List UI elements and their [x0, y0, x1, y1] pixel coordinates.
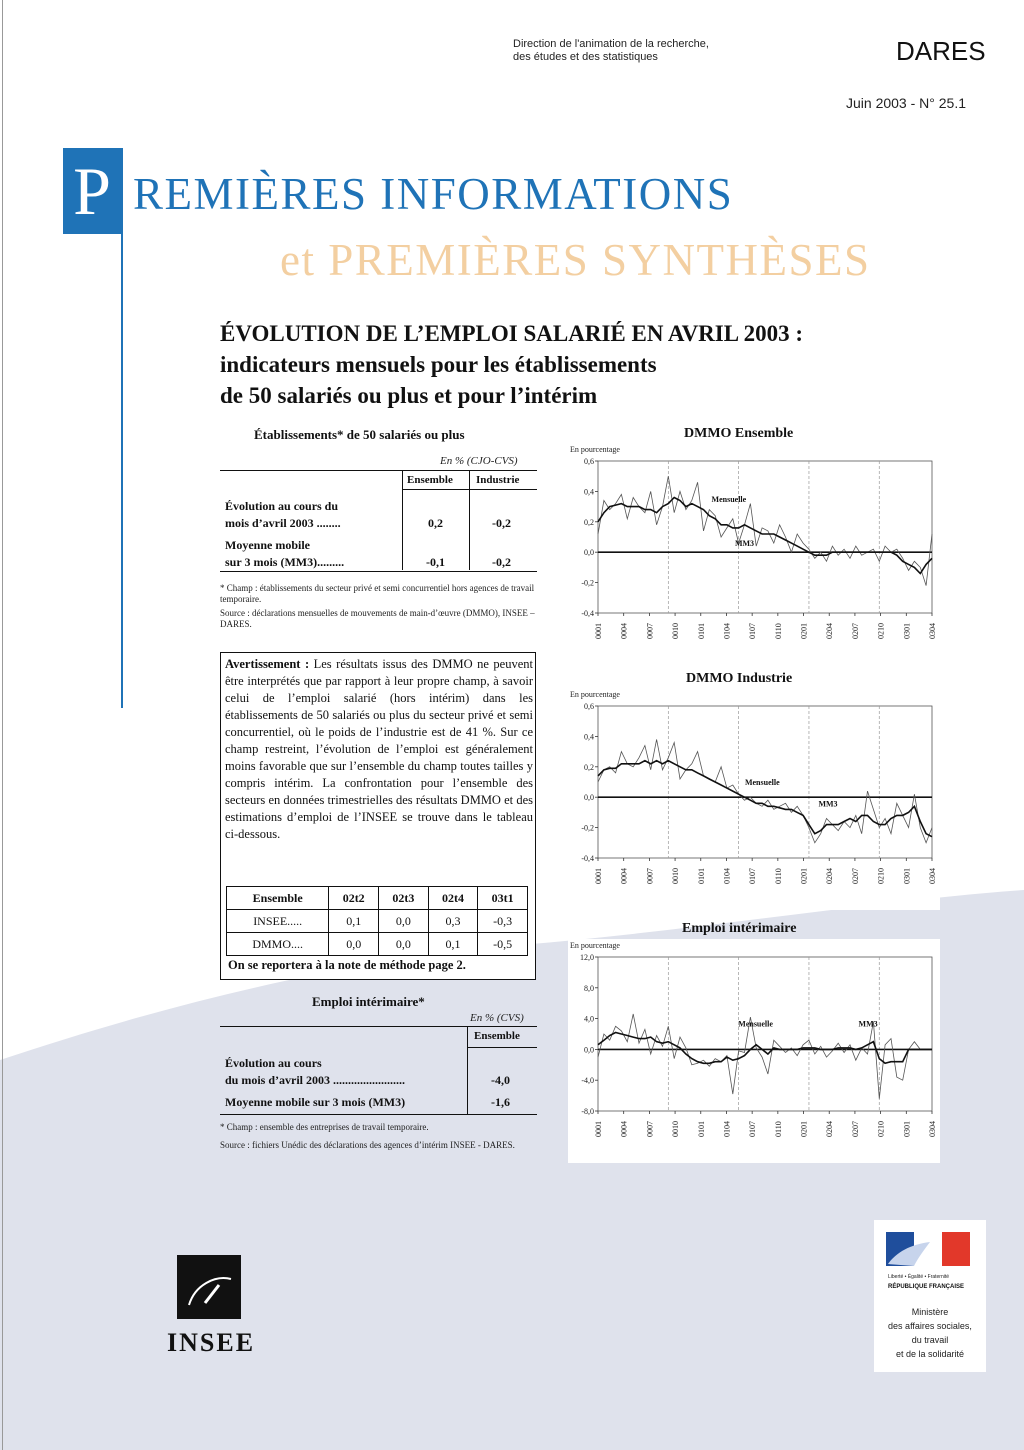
interim-table-unit: En % (CVS) [470, 1012, 524, 1024]
etab-table-rule-bottom [220, 571, 537, 572]
dmmo-03t1: -0,5 [478, 933, 528, 956]
x-tick-label: 0107 [748, 623, 758, 639]
x-tick-label: 0207 [850, 868, 860, 884]
x-tick-label: 0201 [799, 868, 809, 884]
comparison-head-2: 02t3 [379, 887, 429, 910]
y-tick-label: 0,6 [584, 702, 594, 711]
x-tick-label: 0001 [594, 623, 603, 639]
x-tick-label: 0010 [671, 623, 681, 639]
x-tick-label: 0101 [696, 868, 706, 884]
x-tick-label: 0110 [773, 868, 783, 884]
comparison-head-3: 02t4 [428, 887, 478, 910]
interim-header-rule [467, 1047, 537, 1048]
republic-name: RÉPUBLIQUE FRANÇAISE [888, 1284, 965, 1290]
interim-rule-bottom [220, 1114, 537, 1115]
dmmo-label: DMMO.... [227, 933, 329, 956]
insee-logo-text: INSEE [167, 1328, 255, 1355]
insee-label: INSEE..... [227, 910, 329, 933]
series-p-box: P [63, 148, 121, 234]
x-tick-label: 0107 [748, 1121, 758, 1137]
chart-dmmo-ensemble [568, 443, 940, 665]
insee-logo [165, 1255, 255, 1355]
chart-title-ensemble: DMMO Ensemble [684, 426, 794, 441]
x-tick-label: 0001 [594, 868, 603, 884]
chart-dmmo-industrie [568, 688, 940, 910]
etab-table-col-rule-1 [402, 470, 403, 570]
interim-row1-value: -4,0 [491, 1073, 510, 1087]
dmmo-02t2: 0,0 [329, 933, 379, 956]
chart-title-interim: Emploi intérimaire [682, 921, 797, 936]
x-tick-label: 0110 [773, 623, 783, 639]
x-tick-label: 0101 [696, 1121, 706, 1137]
y-tick-label: -0,4 [581, 609, 594, 618]
header-organization [513, 38, 709, 64]
series-label: MM3 [818, 799, 838, 809]
etab-table-rule-top [220, 470, 537, 471]
ministry-line-4: et de la solidarité [895, 1349, 965, 1359]
x-tick-label: 0007 [645, 1121, 655, 1137]
dmmo-02t3: 0,0 [379, 933, 429, 956]
x-tick-label: 0301 [902, 868, 912, 884]
dmmo-02t4: 0,1 [428, 933, 478, 956]
ministry-name [874, 1305, 986, 1361]
ministry-logo [874, 1220, 986, 1372]
y-tick-label: 4,0 [584, 1014, 594, 1024]
etab-note-champ: * Champ : établissements du secteur privé et semi concurrentiel hors agences de travail temporaire. [220, 583, 535, 604]
etab-row1-industrie: -0,2 [492, 516, 511, 530]
x-tick-label: 0304 [928, 1121, 937, 1137]
interim-row2-label: Moyenne mobile sur 3 mois (MM3) [225, 1095, 406, 1109]
interim-note-champ: * Champ : ensemble des entreprises de travail temporaire. [220, 1122, 429, 1132]
headline-line-2: indicateurs mensuels pour les établissements [220, 352, 657, 377]
y-axis-label: En pourcentage [570, 941, 620, 950]
insee-02t3: 0,0 [379, 910, 429, 933]
x-tick-label: 0004 [619, 868, 629, 884]
etab-row1-ensemble: 0,2 [428, 516, 443, 530]
chart-emploi-interimaire [568, 939, 940, 1163]
etab-row2-label-a: Moyenne mobile [225, 538, 310, 552]
etab-table-col-rule-2 [469, 470, 470, 570]
warning-body: Les résultats issus des DMMO ne peuvent être interprétés que par rapport à leur propre champ, à savoir celui de l’emploi salarié (hors intérim) dans les établissements de 50 salariés ou plus du secteur privé et semi concurrentiel, où le poids de l’industrie est de 41 %. Sur ce champ restreint, l’évolution de l’emploi est généralement moins favorable que sur l’ensemble du champ toutes tailles y compris intérim. La confrontation pour l’ensemble des secteurs en données trimestrielles des résultats DMMO et des estimations d’emploi de l’INSEE se trouve dans le tableau ci-dessous. [225, 657, 533, 841]
interim-table-title: Emploi intérimaire* [312, 994, 425, 1009]
etab-col-ensemble: Ensemble [407, 474, 453, 486]
header-agency: DARES [896, 36, 986, 66]
chart-title-industrie: DMMO Industrie [686, 671, 793, 686]
x-tick-label: 0010 [671, 868, 681, 884]
comparison-head-0: Ensemble [227, 887, 329, 910]
issue-date: Juin 2003 - N° 25.1 [846, 95, 967, 111]
insee-03t1: -0,3 [478, 910, 528, 933]
x-tick-label: 0001 [594, 1121, 603, 1137]
page-edge-line [2, 0, 3, 1450]
x-tick-label: 0110 [773, 1121, 783, 1137]
table-row [227, 933, 528, 956]
series-vertical-line [121, 148, 123, 708]
y-tick-label: 0,2 [584, 762, 594, 772]
y-tick-label: -0,2 [581, 823, 594, 833]
etab-table-title: Établissements* de 50 salariés ou plus [254, 427, 465, 442]
x-tick-label: 0210 [876, 623, 886, 639]
etab-table-unit: En % (CJO-CVS) [440, 455, 518, 467]
etab-row1-label-b: mois d’avril 2003 ........ [225, 516, 341, 530]
marianne-logo [874, 1220, 986, 1300]
x-tick-label: 0204 [825, 623, 835, 639]
interim-col-ensemble: Ensemble [474, 1030, 520, 1042]
x-tick-label: 0210 [876, 868, 886, 884]
series-label: MM3 [734, 539, 755, 549]
table-row [227, 910, 528, 933]
x-tick-label: 0304 [928, 623, 937, 639]
y-axis-label: En pourcentage [570, 445, 620, 454]
x-tick-label: 0201 [799, 1121, 809, 1137]
x-tick-label: 0101 [696, 623, 706, 639]
x-tick-label: 0007 [645, 868, 655, 884]
etab-row1-label-a: Évolution au cours du [225, 499, 339, 513]
comparison-head-4: 03t1 [478, 887, 528, 910]
x-tick-label: 0004 [619, 1121, 629, 1137]
etab-table-header-rule [402, 489, 537, 490]
interim-rule-top [220, 1026, 537, 1027]
interim-row1-label-a: Évolution au cours [225, 1056, 322, 1070]
etab-row2-label-b: sur 3 mois (MM3)......... [225, 555, 345, 569]
x-tick-label: 0207 [850, 1121, 860, 1137]
y-tick-label: -4,0 [581, 1076, 594, 1086]
insee-02t2: 0,1 [329, 910, 379, 933]
x-tick-label: 0207 [850, 623, 860, 639]
y-tick-label: 0,6 [584, 457, 594, 466]
y-axis-label: En pourcentage [570, 690, 620, 699]
x-tick-label: 0304 [928, 868, 937, 884]
y-tick-label: 0,4 [584, 487, 594, 497]
x-tick-label: 0004 [619, 623, 629, 639]
y-tick-label: 8,0 [584, 983, 594, 993]
org-line-2: des études et des statistiques [513, 51, 658, 63]
ministry-line-2: des affaires sociales, [888, 1321, 972, 1331]
ministry-line-1: Ministère [911, 1307, 949, 1317]
series-label: Mensuelle [738, 1019, 773, 1029]
warning-text [225, 656, 533, 843]
insee-02t4: 0,3 [428, 910, 478, 933]
comparison-head-1: 02t2 [329, 887, 379, 910]
x-tick-label: 0010 [671, 1121, 681, 1137]
y-tick-label: -0,2 [581, 578, 594, 588]
republic-motto: Liberté • Égalité • Fraternité [888, 1274, 950, 1280]
x-tick-label: 0104 [722, 868, 732, 884]
etab-col-industrie: Industrie [476, 474, 520, 486]
series-title-1: REMIÈRES INFORMATIONS [133, 169, 734, 219]
y-tick-label: 0,2 [584, 517, 594, 527]
series-label: Mensuelle [744, 778, 780, 788]
y-tick-label: -8,0 [581, 1107, 594, 1116]
interim-row2-value: -1,6 [491, 1095, 510, 1109]
x-tick-label: 0107 [748, 868, 758, 884]
insee-logo-square [177, 1255, 241, 1319]
x-tick-label: 0007 [645, 623, 655, 639]
series-title-2: et PREMIÈRES SYNTHÈSES [280, 235, 871, 285]
x-tick-label: 0201 [799, 623, 809, 639]
x-tick-label: 0104 [722, 623, 732, 639]
y-tick-label: 0,0 [584, 548, 594, 558]
x-tick-label: 0204 [825, 1121, 835, 1137]
y-tick-label: 0,0 [584, 793, 594, 803]
y-tick-label: 12,0 [580, 953, 594, 962]
article-headline [220, 318, 803, 411]
interim-row1-label-b: du mois d’avril 2003 ........................ [225, 1073, 406, 1087]
x-tick-label: 0104 [722, 1121, 732, 1137]
warning-lead: Avertissement : [225, 657, 310, 671]
y-tick-label: 0,4 [584, 732, 594, 742]
interim-col-rule [467, 1026, 468, 1114]
interim-note-source: Source : fichiers Unédic des déclarations des agences d’intérim INSEE - DARES. [220, 1140, 515, 1150]
etab-note-source: Source : déclarations mensuelles de mouvements de main-d’œuvre (DMMO), INSEE – DARES. [220, 608, 535, 629]
comparison-table [226, 886, 528, 956]
series-label: MM3 [858, 1019, 878, 1029]
headline-line-1: ÉVOLUTION DE L’EMPLOI SALARIÉ EN AVRIL 2003 : [220, 321, 803, 346]
x-tick-label: 0204 [825, 868, 835, 884]
headline-line-3: de 50 salariés ou plus et pour l’intérim [220, 383, 598, 408]
series-label: Mensuelle [711, 495, 747, 505]
ministry-line-3: du travail [911, 1335, 949, 1345]
x-tick-label: 0210 [876, 1121, 886, 1137]
warning-footer: On se reportera à la note de méthode page 2. [228, 958, 466, 972]
x-tick-label: 0301 [902, 623, 912, 639]
etab-row2-industrie: -0,2 [492, 555, 511, 569]
y-tick-label: 0,0 [584, 1045, 594, 1055]
org-line-1: Direction de l'animation de la recherche, [513, 38, 709, 50]
table-row [227, 887, 528, 910]
x-tick-label: 0301 [902, 1121, 912, 1137]
etab-row2-ensemble: -0,1 [426, 555, 445, 569]
y-tick-label: -0,4 [581, 854, 594, 863]
